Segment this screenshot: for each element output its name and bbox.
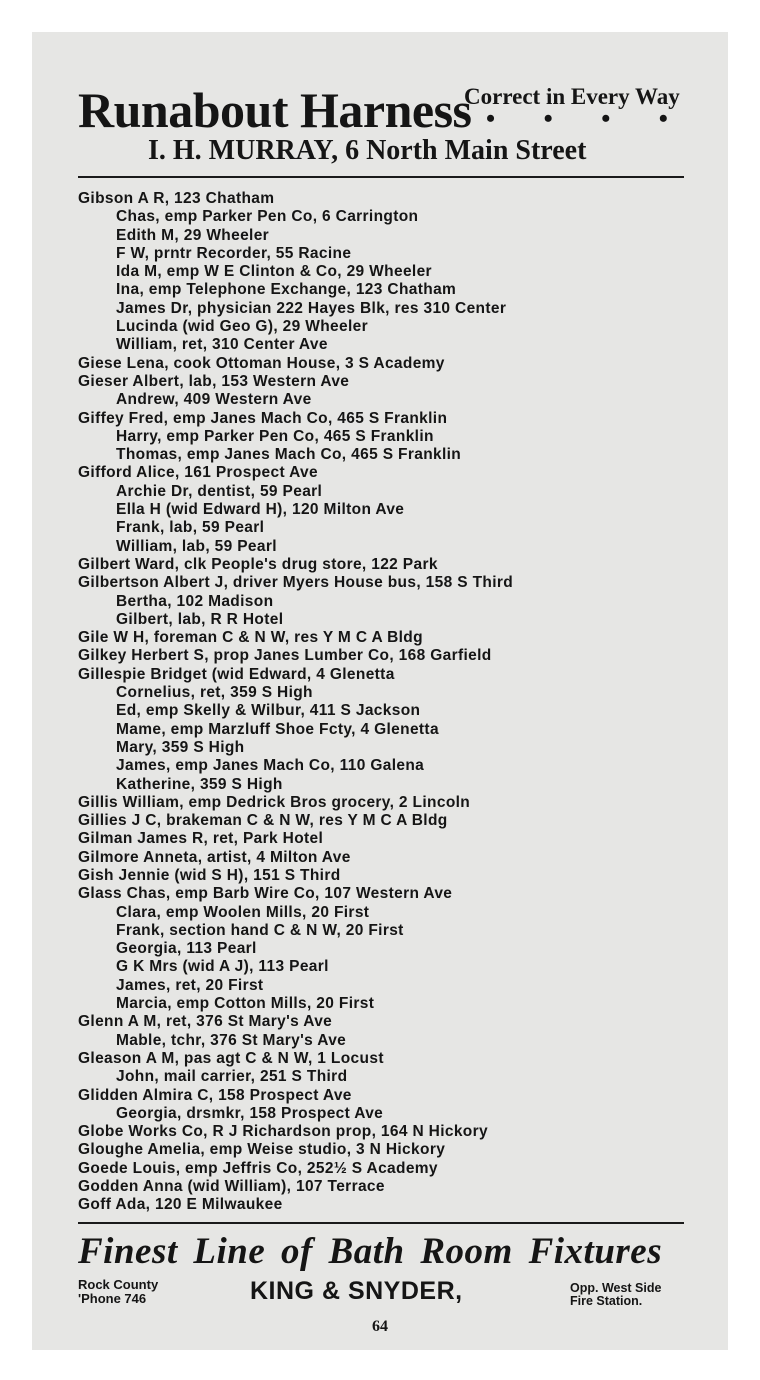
directory-entry: Gilman James R, ret, Park Hotel — [78, 830, 324, 848]
directory-entry: Cornelius, ret, 359 S High — [116, 684, 313, 702]
footer-ad-location — [570, 1282, 661, 1308]
directory-entry: Gile W H, foreman C & N W, res Y M C A Bldg — [78, 629, 423, 647]
directory-entry: William, lab, 59 Pearl — [116, 537, 277, 555]
directory-entry: Gilkey Herbert S, prop Janes Lumber Co, 168 Garfield — [78, 647, 492, 665]
directory-entry: Gillies J C, brakeman C & N W, res Y M C A Bldg — [78, 812, 448, 830]
directory-entry: James, ret, 20 First — [116, 976, 264, 994]
directory-entry: Gilbert Ward, clk People's drug store, 122 Park — [78, 555, 438, 573]
directory-entry: Bertha, 102 Madison — [116, 592, 274, 610]
directory-entry: Gilmore Anneta, artist, 4 Milton Ave — [78, 848, 351, 866]
footer-ad-phone-line1: Rock County — [78, 1277, 159, 1292]
directory-entry: Ed, emp Skelly & Wilbur, 411 S Jackson — [116, 702, 421, 720]
ad-tagline: Correct in Every Way — [464, 84, 680, 109]
directory-entry: Ina, emp Telephone Exchange, 123 Chatham — [116, 281, 457, 299]
directory-entry: Mable, tchr, 376 St Mary's Ave — [116, 1031, 347, 1049]
directory-entry: Ida M, emp W E Clinton & Co, 29 Wheeler — [116, 263, 432, 281]
directory-entry: Gifford Alice, 161 Prospect Ave — [78, 464, 318, 482]
ad-ornament-dots: • • • • — [486, 104, 689, 133]
directory-entry: Goff Ada, 120 E Milwaukee — [78, 1196, 283, 1214]
directory-entry: Gleason A M, pas agt C & N W, 1 Locust — [78, 1049, 384, 1067]
directory-entry: Edith M, 29 Wheeler — [116, 226, 270, 244]
directory-entry: Giffey Fred, emp Janes Mach Co, 465 S Franklin — [78, 409, 448, 427]
directory-entry: F W, prntr Recorder, 55 Racine — [116, 244, 352, 262]
footer-divider — [78, 1222, 684, 1224]
directory-entry: Glidden Almira C, 158 Prospect Ave — [78, 1086, 352, 1104]
directory-entry: James Dr, physician 222 Hayes Blk, res 310 Center — [116, 299, 507, 317]
directory-entry: Archie Dr, dentist, 59 Pearl — [116, 482, 323, 500]
footer-advertisement — [32, 1230, 728, 1340]
directory-entries — [78, 190, 708, 1215]
directory-entry: Harry, emp Parker Pen Co, 465 S Franklin — [116, 427, 434, 445]
footer-ad-location-line2: Fire Station. — [570, 1294, 643, 1308]
page-number: 64 — [372, 1318, 388, 1335]
directory-entry: Gish Jennie (wid S H), 151 S Third — [78, 866, 341, 884]
directory-entry: Globe Works Co, R J Richardson prop, 164 N Hickory — [78, 1123, 488, 1141]
directory-entry: Chas, emp Parker Pen Co, 6 Carrington — [116, 208, 419, 226]
directory-entry: John, mail carrier, 251 S Third — [116, 1068, 348, 1086]
directory-entry: Frank, section hand C & N W, 20 First — [116, 921, 404, 939]
directory-entry: Ella H (wid Edward H), 120 Milton Ave — [116, 501, 405, 519]
directory-entry: Godden Anna (wid William), 107 Terrace — [78, 1178, 385, 1196]
directory-entry: Gilbertson Albert J, driver Myers House bus, 158 S Third — [78, 574, 514, 592]
directory-entry: Lucinda (wid Geo G), 29 Wheeler — [116, 318, 369, 336]
ad-subtitle: I. H. MURRAY, 6 North Main Street — [148, 135, 587, 166]
directory-entry: Gillespie Bridget (wid Edward, 4 Glenetta — [78, 665, 395, 683]
footer-ad-title: Finest Line of Bath Room Fixtures — [78, 1231, 663, 1272]
directory-entry: Gibson A R, 123 Chatham — [78, 190, 275, 207]
directory-entry: James, emp Janes Mach Co, 110 Galena — [116, 757, 425, 775]
directory-entry: Mary, 359 S High — [116, 738, 245, 756]
directory-entry: Clara, emp Woolen Mills, 20 First — [116, 903, 370, 921]
directory-entry: Giese Lena, cook Ottoman House, 3 S Academy — [78, 354, 445, 372]
directory-entry: Gillis William, emp Dedrick Bros grocery, 2 Lincoln — [78, 793, 471, 811]
directory-entry: Goede Louis, emp Jeffris Co, 252½ S Academy — [78, 1159, 438, 1177]
directory-entry: Marcia, emp Cotton Mills, 20 First — [116, 995, 375, 1013]
header-advertisement — [32, 82, 728, 182]
directory-entry: Gilbert, lab, R R Hotel — [116, 610, 284, 628]
directory-entry: G K Mrs (wid A J), 113 Pearl — [116, 958, 329, 976]
directory-entry: Georgia, 113 Pearl — [116, 940, 257, 958]
footer-ad-phone — [78, 1278, 158, 1306]
directory-entry: Katherine, 359 S High — [116, 775, 283, 793]
directory-entry: Glass Chas, emp Barb Wire Co, 107 Western Ave — [78, 885, 453, 903]
directory-entry: Thomas, emp Janes Mach Co, 465 S Franklin — [116, 446, 462, 464]
directory-entry: Georgia, drsmkr, 158 Prospect Ave — [116, 1104, 384, 1122]
header-divider — [78, 176, 684, 178]
ad-title: Runabout Harness — [78, 82, 472, 138]
footer-ad-company: KING & SNYDER, — [250, 1277, 463, 1305]
directory-entry: Gieser Albert, lab, 153 Western Ave — [78, 372, 350, 390]
directory-entry: Andrew, 409 Western Ave — [116, 391, 312, 409]
directory-entry: William, ret, 310 Center Ave — [116, 336, 328, 354]
footer-ad-location-line1: Opp. West Side — [570, 1281, 662, 1295]
directory-entry: Gloughe Amelia, emp Weise studio, 3 N Hickory — [78, 1141, 446, 1159]
directory-entry: Frank, lab, 59 Pearl — [116, 519, 265, 537]
directory-entry: Glenn A M, ret, 376 St Mary's Ave — [78, 1013, 333, 1031]
directory-page — [32, 32, 728, 1350]
directory-entry: Mame, emp Marzluff Shoe Fcty, 4 Glenetta — [116, 720, 439, 738]
footer-ad-phone-line2: 'Phone 746 — [78, 1291, 147, 1306]
